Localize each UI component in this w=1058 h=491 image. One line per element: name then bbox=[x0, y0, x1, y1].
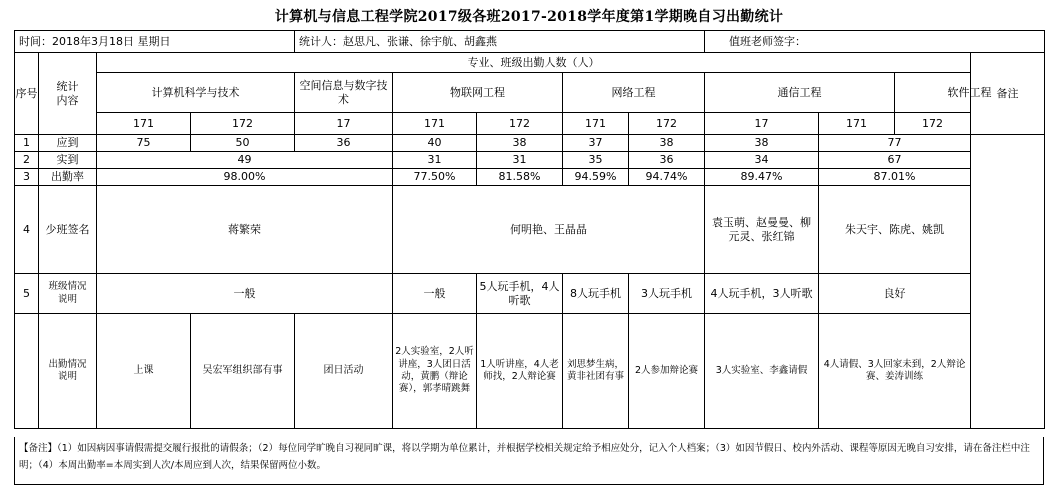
cell-class-status: 一般 bbox=[97, 274, 393, 314]
cell-expected: 75 bbox=[97, 135, 191, 152]
cell-rate: 81.58% bbox=[477, 169, 563, 186]
major-header: 软件工程 bbox=[895, 73, 1045, 113]
cell-attendance-note: 2人实验室，2人听讲座，3人团日活动，黄鹏（辩论赛），郭孝晴跳舞 bbox=[393, 314, 477, 429]
major-header: 物联网工程 bbox=[393, 73, 563, 113]
row-label: 出勤率 bbox=[39, 169, 97, 186]
cell-class-status: 5人玩手机，4人听歌 bbox=[477, 274, 563, 314]
row-label: 应到 bbox=[39, 135, 97, 152]
cell-monitor: 何明艳、王晶晶 bbox=[393, 186, 705, 274]
cell-expected: 77 bbox=[819, 135, 971, 152]
class-header: 172 bbox=[895, 113, 971, 135]
major-header: 通信工程 bbox=[705, 73, 895, 113]
class-header: 171 bbox=[563, 113, 629, 135]
cell-actual: 31 bbox=[477, 152, 563, 169]
cell-actual: 67 bbox=[819, 152, 971, 169]
cell-actual: 35 bbox=[563, 152, 629, 169]
cell-rate: 94.74% bbox=[629, 169, 705, 186]
row-number: 4 bbox=[15, 186, 39, 274]
class-header: 172 bbox=[191, 113, 295, 135]
major-header: 计算机科学与技术 bbox=[97, 73, 295, 113]
cell-attendance-note: 上课 bbox=[97, 314, 191, 429]
cell-class-status: 3人玩手机 bbox=[629, 274, 705, 314]
attendance-table bbox=[14, 30, 1045, 429]
cell-attendance-note: 3人实验室、李鑫请假 bbox=[705, 314, 819, 429]
cell-attendance-note: 吴宏军组织部有事 bbox=[191, 314, 295, 429]
cell-attendance-note: 刘思梦生病，黄非社团有事 bbox=[563, 314, 629, 429]
cell-actual: 49 bbox=[97, 152, 393, 169]
remarks-cell bbox=[971, 135, 1045, 429]
seq-header: 序号 bbox=[15, 53, 39, 135]
cell-rate: 77.50% bbox=[393, 169, 477, 186]
row-number bbox=[15, 314, 39, 429]
cell-expected: 37 bbox=[563, 135, 629, 152]
cell-monitor: 蒋繁荣 bbox=[97, 186, 393, 274]
cell-actual: 36 bbox=[629, 152, 705, 169]
remarks-header: 备注 bbox=[971, 53, 1045, 135]
cell-rate: 89.47% bbox=[705, 169, 819, 186]
page-title: 计算机与信息工程学院2017级各班2017-2018学年度第1学期晚自习出勤统计 bbox=[274, 9, 784, 25]
row-number: 1 bbox=[15, 135, 39, 152]
cell-expected: 36 bbox=[295, 135, 393, 152]
row-label: 少班签名 bbox=[39, 186, 97, 274]
cell-actual: 34 bbox=[705, 152, 819, 169]
row-number: 2 bbox=[15, 152, 39, 169]
cell-class-status: 4人玩手机，3人听歌 bbox=[705, 274, 819, 314]
statistician-cell: 统计人：赵思凡、张谦、徐宇航、胡鑫燕 bbox=[295, 31, 705, 53]
cell-attendance-note: 团日活动 bbox=[295, 314, 393, 429]
cell-expected: 38 bbox=[477, 135, 563, 152]
cell-expected: 38 bbox=[629, 135, 705, 152]
teacher-signature-cell bbox=[705, 31, 1045, 53]
class-header: 171 bbox=[819, 113, 895, 135]
class-header: 171 bbox=[97, 113, 191, 135]
class-header: 172 bbox=[629, 113, 705, 135]
class-header: 17 bbox=[705, 113, 819, 135]
footer-notes: 【备注】（1）如因病因事请假需提交履行报批的请假条；（2）每位同学旷晚自习视同旷课，将以学期为单位累计，并根据学校相关规定给予相应处分，记入个人档案；（3）如因节假日、校内外活动、课程等原因无晚自习安排，请在备注栏中注明；（4）本周出勤率=本周实到人次/本周应到人次，结果保留两位小数。 bbox=[14, 437, 1044, 485]
stat-content-header: 统计 内容 bbox=[39, 53, 97, 135]
cell-rate: 94.59% bbox=[563, 169, 629, 186]
date-cell: 时间：2018年3月18日 星期日 bbox=[15, 31, 295, 53]
row-number: 3 bbox=[15, 169, 39, 186]
major-header: 空间信息与数字技术 bbox=[295, 73, 393, 113]
cell-expected: 38 bbox=[705, 135, 819, 152]
teacher-signature-label: 值班老师签字： bbox=[729, 34, 807, 48]
cell-class-status: 良好 bbox=[819, 274, 971, 314]
row-label: 班级情况 说明 bbox=[39, 274, 97, 314]
cell-actual: 31 bbox=[393, 152, 477, 169]
cell-rate: 98.00% bbox=[97, 169, 393, 186]
cell-expected: 50 bbox=[191, 135, 295, 152]
class-header: 171 bbox=[393, 113, 477, 135]
cell-monitor: 袁玉萌、赵曼曼、柳元灵、张红锦 bbox=[705, 186, 819, 274]
cell-class-status: 8人玩手机 bbox=[563, 274, 629, 314]
cell-attendance-note: 4人请假、3人回家未到，2人辩论赛、姜涛训练 bbox=[819, 314, 971, 429]
cell-monitor: 朱天宇、陈虎、姚凯 bbox=[819, 186, 971, 274]
class-header: 172 bbox=[477, 113, 563, 135]
row-label: 出勤情况 说明 bbox=[39, 314, 97, 429]
major-header: 网络工程 bbox=[563, 73, 705, 113]
cell-class-status: 一般 bbox=[393, 274, 477, 314]
cell-attendance-note: 1人听讲座，4人老师找，2人辩论赛 bbox=[477, 314, 563, 429]
group-title-header: 专业、班级出勤人数（人） bbox=[97, 53, 971, 73]
cell-rate: 87.01% bbox=[819, 169, 971, 186]
cell-attendance-note: 2人参加辩论赛 bbox=[629, 314, 705, 429]
cell-expected: 40 bbox=[393, 135, 477, 152]
row-label: 实到 bbox=[39, 152, 97, 169]
row-number: 5 bbox=[15, 274, 39, 314]
class-header: 17 bbox=[295, 113, 393, 135]
